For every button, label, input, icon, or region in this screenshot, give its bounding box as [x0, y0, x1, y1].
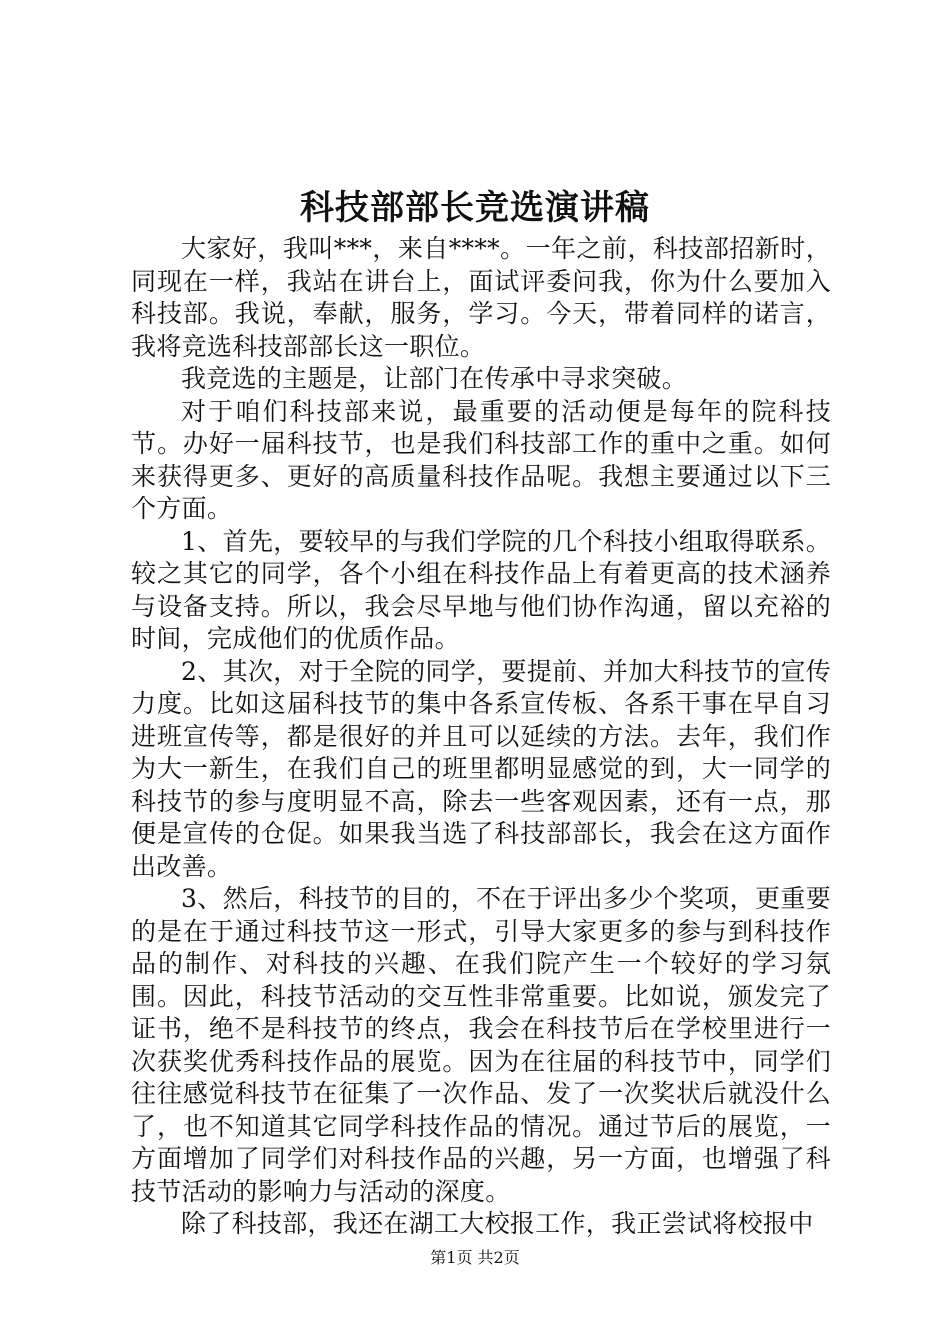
document-body	[131, 233, 831, 1241]
page-number: 第1页 共2页	[430, 1248, 520, 1267]
paragraph-tech-festival: 对于咱们科技部来说，最重要的活动便是每年的院科技节。办好一届科技节，也是我们科技部工作的重中之重。如何来获得更多、更好的高质量科技作品呢。我想主要通过以下三个方面。	[131, 396, 831, 523]
paragraph-school-paper: 除了科技部，我还在湖工大校报工作，我正尝试将校报中	[181, 1209, 814, 1238]
paragraph-intro: 大家好，我叫***，来自****。一年之前，科技部招新时，同现在一样，我站在讲台上，面试评委问我，你为什么要加入科技部。我说，奉献，服务，学习。今天，带着同样的诺言，我将竞选科技部部长这一职位。	[131, 234, 831, 361]
paragraph-point-1: 1、首先，要较早的与我们学院的几个科技小组取得联系。较之其它的同学，各个小组在科技作品上有着更高的技术涵养与设备支持。所以，我会尽早地与他们协作沟通，留以充裕的时间，完成他们的优质作品。	[131, 526, 831, 653]
paragraph-point-2: 2、其次，对于全院的同学，要提前、并加大科技节的宣传力度。比如这届科技节的集中各系宣传板、各系干事在早自习进班宣传等，都是很好的并且可以延续的方法。去年，我们作为大一新生，在我们自己的班里都明显感觉的到，大一同学的科技节的参与度明显不高，除去一些客观因素，还有一点，那便是宣传的仓促。如果我当选了科技部部长，我会在这方面作出改善。	[131, 656, 831, 881]
paragraph-point-3: 3、然后，科技节的目的，不在于评出多少个奖项，更重要的是在于通过科技节这一形式，引导大家更多的参与到科技作品的制作、对科技的兴趣、在我们院产生一个较好的学习氛围。因此，科技节活动的交互性非常重要。比如说，颁发完了证书，绝不是科技节的终点，我会在科技节后在学校里进行一次获奖优秀科技作品的展览。因为在往届的科技节中，同学们往往感觉科技节在征集了一次作品、发了一次奖状后就没什么了，也不知道其它同学科技作品的情况。通过节后的展览，一方面增加了同学们对科技作品的兴趣，另一方面，也增强了科技节活动的影响力与活动的深度。	[131, 884, 831, 1206]
document-title: 科技部部长竞选演讲稿	[300, 188, 650, 228]
paragraph-theme: 我竞选的主题是，让部门在传承中寻求突破。	[181, 364, 688, 393]
